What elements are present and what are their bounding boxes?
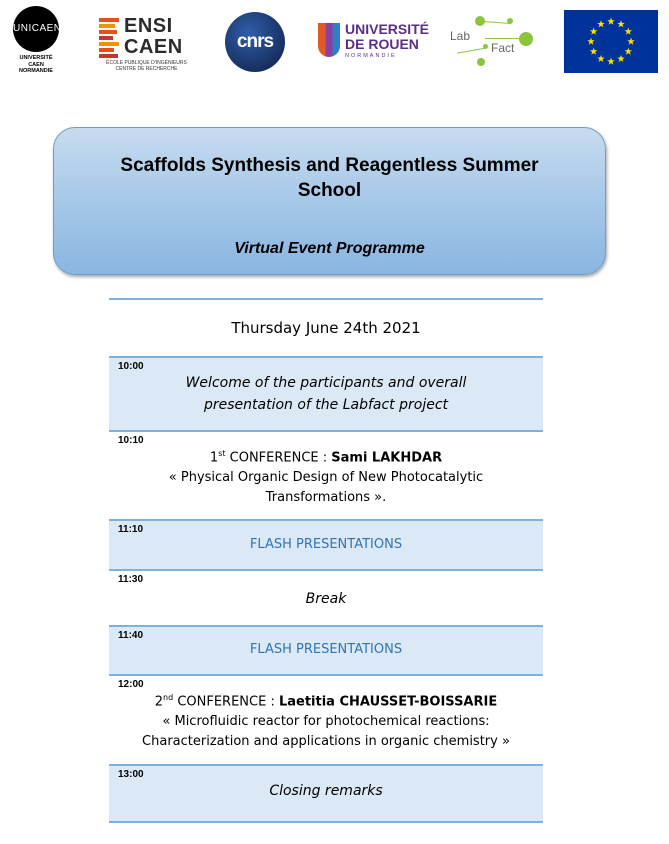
row-line-3: Characterization and applications in organic chemistry » xyxy=(142,734,510,750)
eu-star-icon xyxy=(627,38,635,45)
row-time: 10:00 xyxy=(118,361,144,372)
row-line-2: « Physical Organic Design of New Photocatalytic xyxy=(168,470,484,486)
row-content xyxy=(109,444,543,508)
row-content xyxy=(109,688,543,752)
title-line-2: School xyxy=(297,180,362,201)
flash-presentations: FLASH PRESENTATIONS xyxy=(249,642,403,657)
ensicaen-logo xyxy=(99,16,194,74)
page-title xyxy=(54,153,605,203)
ensicaen-name-1: ENSI xyxy=(124,15,173,37)
ensicaen-sub-1: ÉCOLE PUBLIQUE D'INGÉNIEURS xyxy=(106,60,187,66)
eu-star-icon xyxy=(607,58,615,65)
rouen-u-icon xyxy=(318,23,340,57)
programme-date: Thursday June 24th 2021 xyxy=(231,319,421,337)
closing-remarks: Closing remarks xyxy=(269,783,383,799)
row-time: 11:30 xyxy=(118,574,144,585)
row-time: 11:40 xyxy=(118,630,144,641)
title-box xyxy=(53,127,606,275)
unicaen-logo xyxy=(10,6,62,75)
ensicaen-name-2: CAEN xyxy=(124,36,183,58)
unicaen-mark: UNICAEN xyxy=(13,6,59,52)
programme-table xyxy=(109,298,543,823)
flash-presentations: FLASH PRESENTATIONS xyxy=(249,537,403,552)
unicaen-line-3: NORMANDIE xyxy=(19,68,53,74)
labfact-lab: Lab xyxy=(450,29,471,43)
ensicaen-sub-2: CENTRE DE RECHERCHE xyxy=(115,66,178,72)
row-line-2: « Microfluidic reactor for photochemical reactions: xyxy=(162,714,490,730)
eu-star-icon xyxy=(625,28,633,35)
break-label: Break xyxy=(305,591,347,607)
table-row-1300 xyxy=(109,764,543,823)
speaker-name: Sami LAKHDAR xyxy=(331,450,443,466)
unicaen-line-2: CAEN xyxy=(28,61,44,68)
row-time: 11:10 xyxy=(118,524,144,535)
eu-star-icon xyxy=(597,20,605,27)
row-time: 12:00 xyxy=(118,679,144,690)
ensicaen-bars-icon xyxy=(99,18,121,58)
row-line-1: Welcome of the participants and overall xyxy=(185,375,467,391)
conference-heading: 2nd CONFERENCE : Laetitia CHAUSSET-BOISSARIE xyxy=(154,693,498,710)
eu-star-icon xyxy=(617,55,625,62)
rouen-line-3: NORMANDIE xyxy=(345,53,397,59)
row-time: 13:00 xyxy=(118,769,144,780)
title-line-1: Scaffolds Synthesis and Reagentless Summer xyxy=(120,155,539,176)
rouen-logo xyxy=(318,20,428,65)
eu-star-icon xyxy=(587,38,595,45)
eu-star-icon xyxy=(590,48,598,55)
speaker-name: Laetitia CHAUSSET-BOISSARIE xyxy=(278,694,498,710)
page-subtitle: Virtual Event Programme xyxy=(234,240,425,257)
table-row-1110 xyxy=(109,519,543,569)
rouen-line-1: UNIVERSITÉ xyxy=(345,21,430,37)
rouen-line-2: DE ROUEN xyxy=(345,36,419,52)
eu-star-icon xyxy=(590,28,598,35)
eu-star-icon xyxy=(597,55,605,62)
table-row-1140 xyxy=(109,625,543,674)
labfact-logo xyxy=(447,14,537,66)
eu-star-icon xyxy=(607,18,615,25)
table-row-1200 xyxy=(109,674,543,764)
row-line-3: Transformations ». xyxy=(265,490,387,506)
row-line-2: presentation of the Labfact project xyxy=(203,397,449,413)
labfact-fact: Fact xyxy=(491,41,515,55)
eu-star-icon xyxy=(625,48,633,55)
eu-star-icon xyxy=(617,20,625,27)
cnrs-logo: cnrs xyxy=(225,12,285,72)
row-time: 10:10 xyxy=(118,435,144,446)
eu-flag-icon xyxy=(564,10,658,73)
row-content xyxy=(109,372,543,416)
table-row-1130 xyxy=(109,569,543,625)
conference-heading: 1st CONFERENCE : Sami LAKHDAR xyxy=(209,449,443,466)
table-row-1000 xyxy=(109,356,543,430)
table-row-1010 xyxy=(109,430,543,519)
unicaen-line-1: UNIVERSITÉ xyxy=(19,55,53,61)
